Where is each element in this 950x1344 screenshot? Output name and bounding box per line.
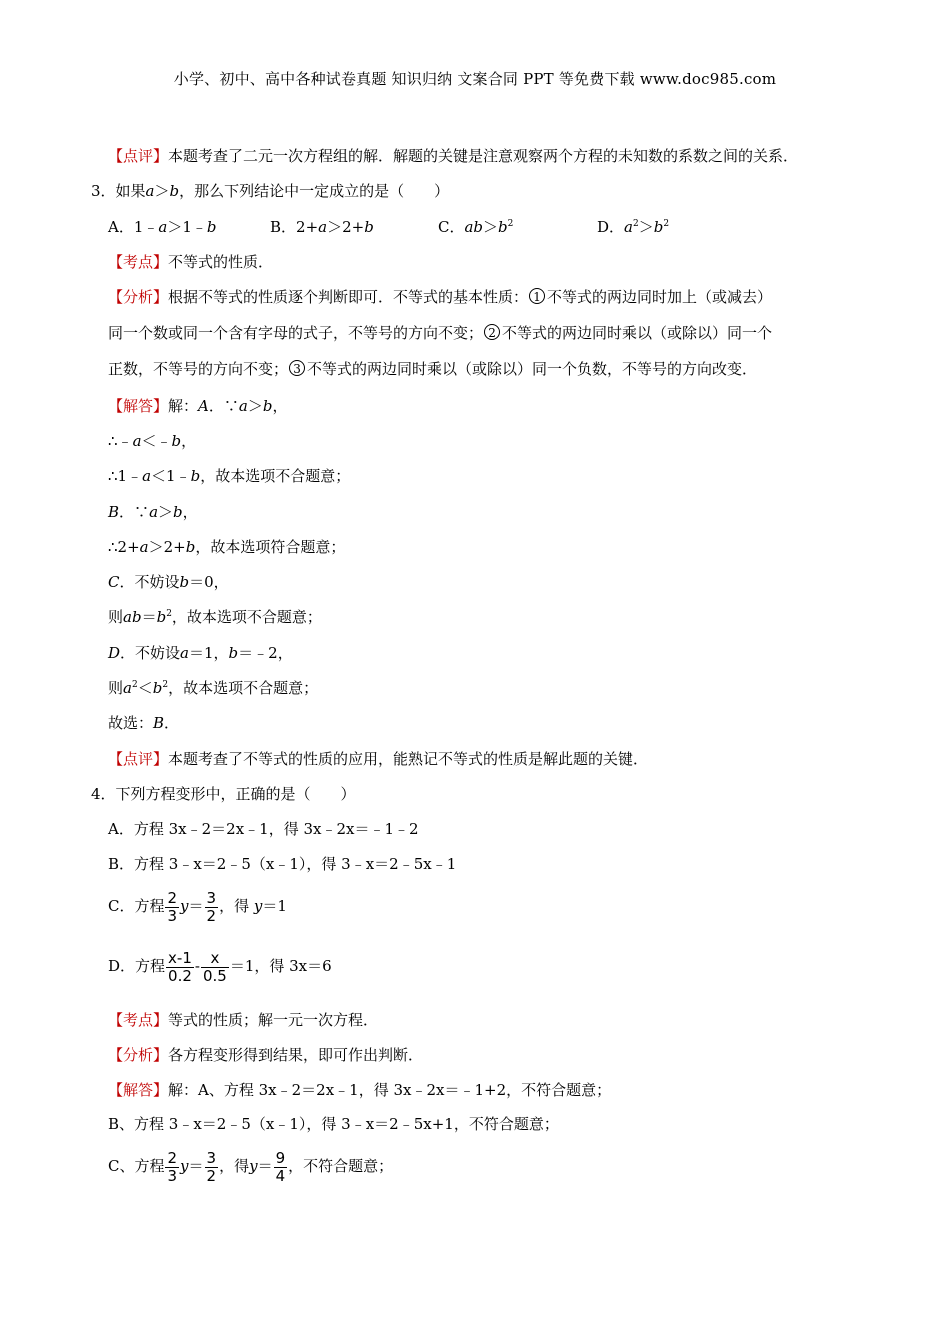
q4-analysis: 【分析】各方程变形得到结果，即可作出判断．	[108, 1046, 424, 1064]
q3-review: 【点评】本题考查了不等式的性质的应用，能熟记不等式的性质是解此题的关键．	[108, 750, 649, 768]
q3-solution-a2: ∴﹣a＜﹣b，	[108, 432, 197, 450]
q3-analysis-line3: 正数，不等号的方向不变； 3 不等式的两边同时乘以（或除以）同一个负数，不等号的方向改变．	[108, 360, 758, 378]
q3-option-c: C．$ab>b^2$	[438, 218, 514, 236]
q4-option-b: B．方程 3﹣x＝2﹣5（x﹣1），得 3﹣x＝2﹣5x﹣1	[108, 855, 457, 873]
q3-stem: 3．如果a＞b，那么下列结论中一定成立的是（ ）	[91, 182, 450, 200]
q3-solution-a1: 【解答】解：A．∵a＞b，	[108, 397, 288, 415]
q3-solution-c2: 则$ab=b^2$，故本选项不合题意；	[108, 608, 322, 626]
q4-option-a: A．方程 3x﹣2＝2x﹣1，得 3x﹣2x＝﹣1﹣2	[108, 820, 419, 838]
q4-stem: 4．下列方程变形中，正确的是（ ）	[91, 785, 356, 803]
q4-option-d: D．方程 $\frac{x-1}{0.2}$ - $\frac{x}{0.5}$ ＝1，得 3x＝6	[108, 948, 332, 985]
q3-solution-c1: C．不妨设b＝0，	[108, 573, 229, 591]
q3-solution-d1: D．不妨设a＝1，b＝﹣2，	[108, 644, 293, 662]
q3-solution-d2: 则$a^2<b^2$，故本选项不合题意；	[108, 679, 319, 697]
q4-solution-c: C、方程 $\frac{2}{3}$ y＝ $\frac{3}{2}$ ，得y＝ $\frac{9}{4}$ ，不符合题意；	[108, 1148, 394, 1185]
q3-point: 【考点】不等式的性质．	[108, 253, 274, 271]
q3-solution-b2: ∴2+a＞2+b，故本选项符合题意；	[108, 538, 346, 556]
page-header: 小学、初中、高中各种试卷真题 知识归纳 文案合同 PPT 等免费下载 www.doc985.com	[173, 70, 777, 88]
q2-review	[108, 146, 798, 166]
circled-one-icon: 1	[529, 288, 545, 304]
q3-analysis-line2: 同一个数或同一个含有字母的式子，不等号的方向不变； 2 不等式的两边同时乘以（或除以）同一个	[108, 324, 773, 342]
q4-point: 【考点】等式的性质；解一元一次方程．	[108, 1011, 379, 1029]
q4-solution-a: 【解答】解：A、方程 3x﹣2＝2x﹣1，得 3x﹣2x＝﹣1+2，不符合题意；	[108, 1081, 612, 1099]
q3-option-b: B．2+a＞2+b	[270, 218, 374, 236]
q3-option-d: D．$a^2>b^2$	[597, 218, 670, 236]
q2-review-text: 本题考查了二元一次方程组的解．解题的关键是注意观察两个方程的未知数的系数之间的关系．	[168, 147, 799, 165]
q3-answer: 故选：B．	[108, 714, 180, 732]
q3-solution-b1: B．∵a＞b，	[108, 503, 198, 521]
circled-two-icon: 2	[484, 324, 500, 340]
review-tag: 【点评】	[108, 147, 169, 165]
q3-option-a: A．1﹣a＞1﹣b	[108, 218, 217, 236]
q3-solution-a3: ∴1﹣a＜1﹣b，故本选项不合题意；	[108, 467, 351, 485]
q4-option-c: C．方程 $\frac{2}{3}$ y＝ $\frac{3}{2}$ ，得 y＝1	[108, 888, 287, 925]
q4-solution-b: B、方程 3﹣x＝2﹣5（x﹣1），得 3﹣x＝2﹣5x+1，不符合题意；	[108, 1115, 559, 1133]
q3-analysis-line1: 【分析】根据不等式的性质逐个判断即可．不等式的基本性质： 1 不等式的两边同时加上（或减去）	[108, 288, 773, 306]
circled-three-icon: 3	[289, 360, 305, 376]
